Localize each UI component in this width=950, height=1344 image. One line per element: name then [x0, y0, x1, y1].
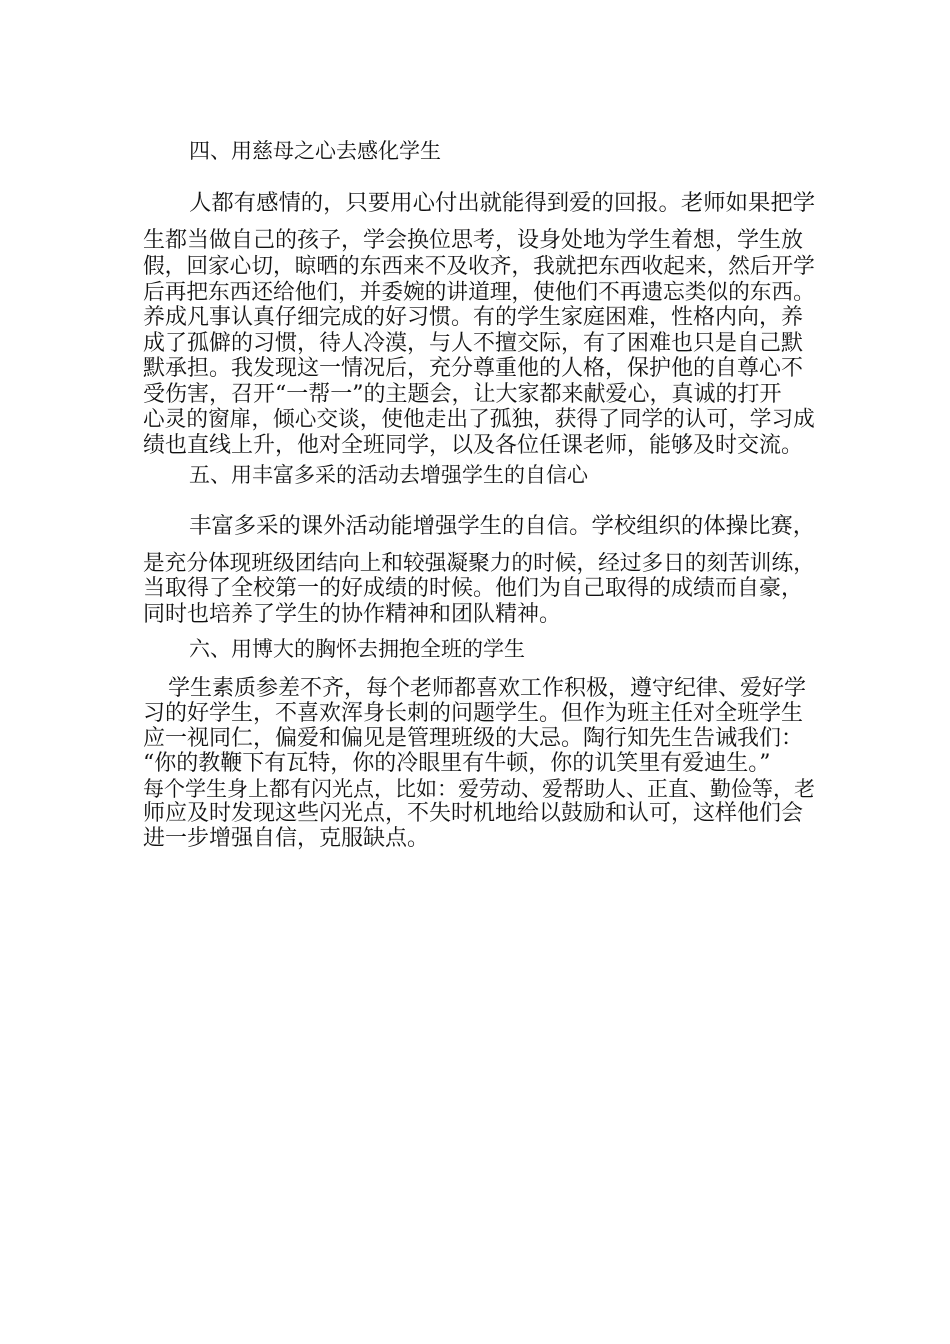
paragraph-line: 是充分体现班级团结向上和较强凝聚力的时候，经过多日的刻苦训练，	[143, 551, 815, 576]
paragraph-line: 假，回家心切，晾晒的东西来不及收齐，我就把东西收起来，然后开学	[143, 254, 815, 279]
paragraph-line: 成了孤僻的习惯，待人冷漠，与人不擅交际，有了困难也只是自己默	[143, 331, 804, 356]
paragraph-line: 丰富多采的课外活动能增强学生的自信。学校组织的体操比赛，	[189, 513, 816, 539]
paragraph-line: 师应及时发现这些闪光点，不失时机地给以鼓励和认可，这样他们会	[143, 801, 804, 826]
paragraph-line: 心灵的窗扉，倾心交谈，使他走出了孤独，获得了同学的认可，学习成	[143, 407, 815, 432]
paragraph-line: 进一步增强自信，克服缺点。	[143, 826, 430, 851]
paragraph-line: 人都有感情的，只要用心付出就能得到爱的回报。老师如果把学	[189, 190, 816, 216]
paragraph-line: 应一视同仁，偏爱和偏见是管理班级的大忌。陶行知先生告诫我们：	[143, 726, 804, 751]
paragraph-line: 默承担。我发现这一情况后，充分尊重他的人格，保护他的自尊心不	[143, 356, 804, 381]
paragraph-line: 当取得了全校第一的好成绩的时候。他们为自己取得的成绩而自豪，	[143, 576, 804, 601]
paragraph-line: 生都当做自己的孩子，学会换位思考，设身处地为学生着想，学生放	[143, 228, 804, 253]
paragraph-line: 绩也直线上升，他对全班同学，以及各位任课老师，能够及时交流。	[143, 433, 804, 458]
paragraph-line: 后再把东西还给他们，并委婉的讲道理，使他们不再遗忘类似的东西。	[143, 280, 815, 305]
paragraph-line: 同时也培养了学生的协作精神和团队精神。	[143, 602, 562, 627]
section-heading-5: 五、用丰富多采的活动去增强学生的自信心	[189, 463, 588, 487]
paragraph-line: 习的好学生，不喜欢浑身长刺的问题学生。但作为班主任对全班学生	[143, 701, 804, 726]
section-heading-4: 四、用慈母之心去感化学生	[189, 139, 441, 163]
paragraph-line: 每个学生身上都有闪光点，比如：爱劳动、爱帮助人、正直、勤俭等，老	[143, 777, 815, 801]
paragraph-line: “你的教鞭下有瓦特，你的冷眼里有牛顿，你的讥笑里有爱迪生。”	[143, 751, 771, 776]
paragraph-line: 受伤害，召开“一帮一”的主题会，让大家都来献爱心，真诚的打开	[143, 382, 782, 407]
section-heading-6: 六、用博大的胸怀去拥抱全班的学生	[189, 637, 525, 661]
paragraph-line: 学生素质参差不齐，每个老师都喜欢工作积极，遵守纪律、爱好学	[168, 676, 807, 701]
paragraph-line: 养成凡事认真仔细完成的好习惯。有的学生家庭困难，性格内向，养	[143, 305, 804, 330]
